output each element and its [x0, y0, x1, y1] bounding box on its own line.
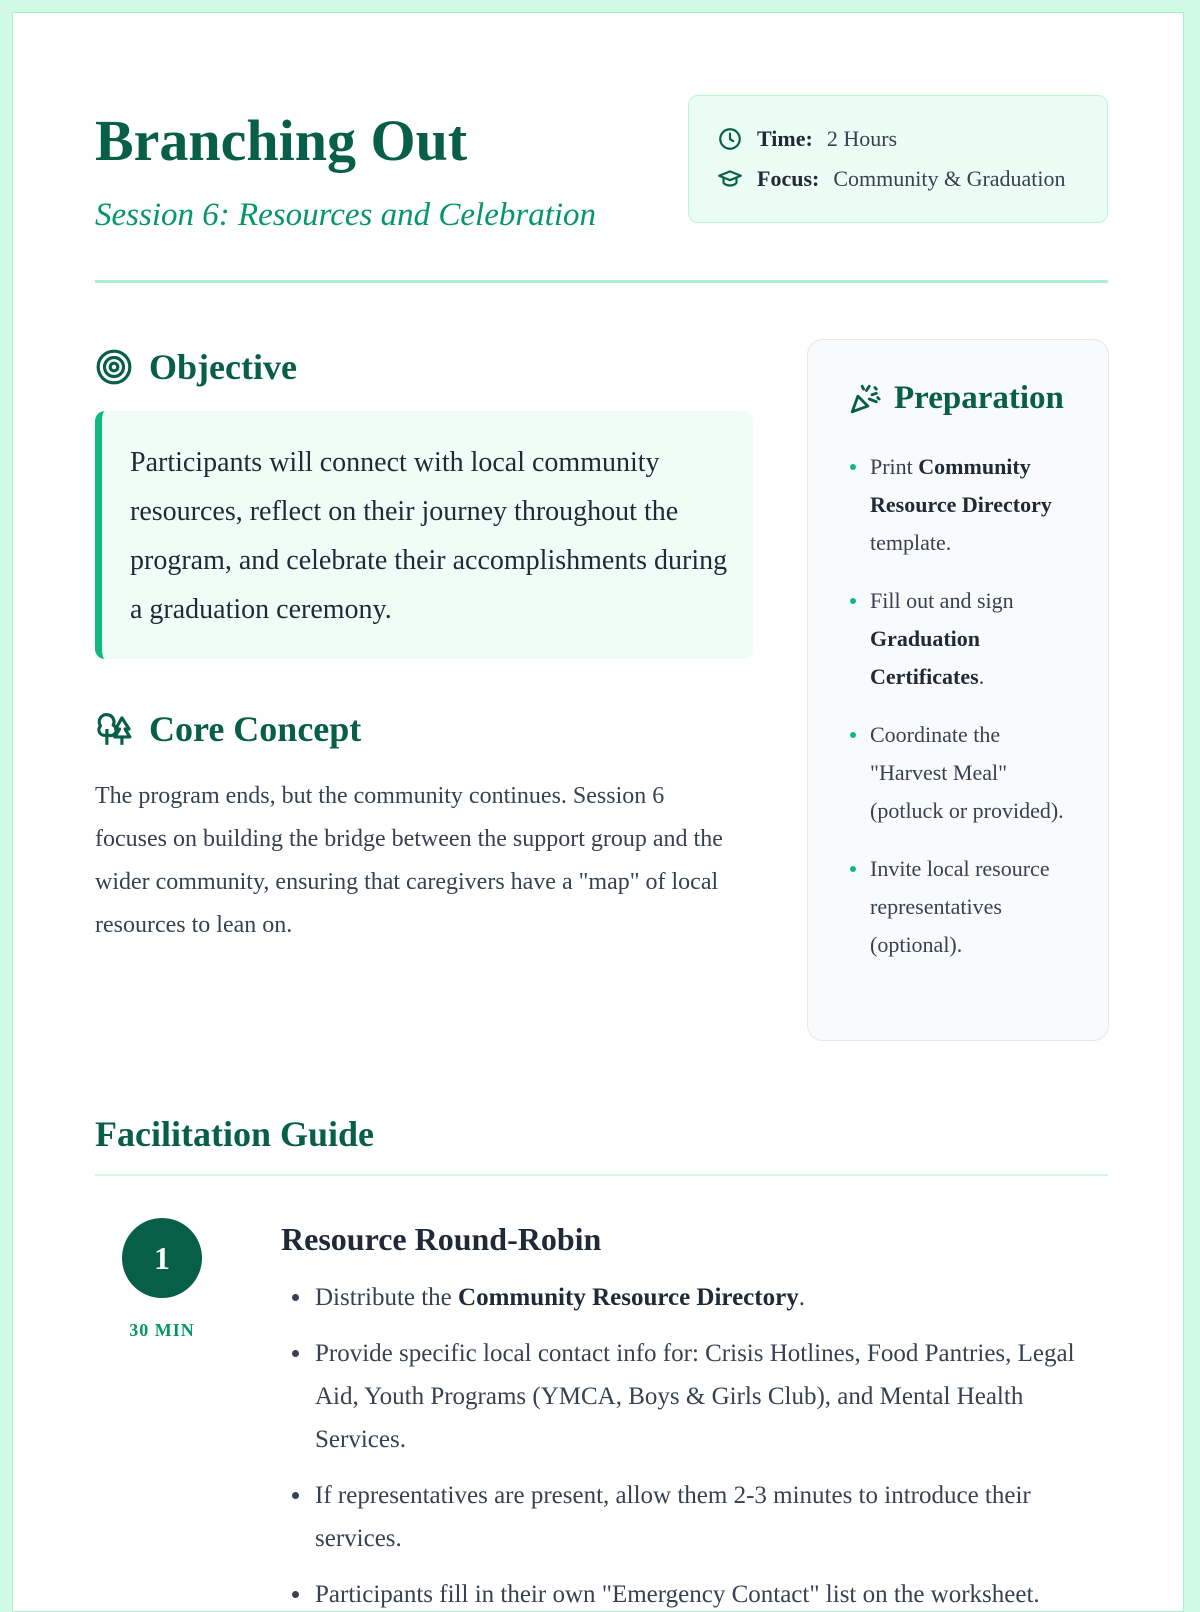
objective-text: Participants will connect with local community resources, reflect on their journey throughout the program, and celebrate their accomplishments during a graduation ceremony.	[130, 447, 728, 625]
prep-text: Invite local resource representatives (optional).	[870, 856, 1050, 957]
preparation-item	[848, 850, 1078, 964]
graduation-cap-icon	[717, 166, 743, 192]
step-text: .	[798, 1284, 805, 1311]
step-bold: Community Resource Directory	[458, 1284, 799, 1311]
preparation-list	[848, 448, 1078, 984]
header-divider	[95, 280, 1108, 283]
facilitation-divider	[95, 1174, 1108, 1176]
time-row	[717, 126, 897, 152]
preparation-item	[848, 582, 1078, 696]
facilitation-heading: Facilitation Guide	[95, 1114, 374, 1154]
preparation-card	[807, 339, 1109, 1041]
step-number-badge: 1	[122, 1218, 202, 1298]
objective-title: Objective	[149, 347, 297, 387]
focus-label: Focus:	[757, 166, 820, 191]
step-duration: 30 MIN	[129, 1320, 195, 1340]
prep-text: Fill out and sign	[870, 588, 1014, 613]
step-list	[281, 1276, 1113, 1612]
step-text: If representatives are present, allow them 2-3 minutes to introduce their services.	[315, 1482, 1031, 1552]
focus-value: Community & Graduation	[833, 166, 1066, 191]
step-text: Participants fill in their own "Emergency Contact" list on the worksheet.	[315, 1581, 1040, 1608]
objective-callout	[95, 411, 753, 659]
preparation-item	[848, 448, 1078, 562]
prep-text: Print	[870, 454, 919, 479]
step-text: Provide specific local contact info for: Crisis Hotlines, Food Pantries, Legal Aid, Youth Programs (YMCA, Boys & Girls Club), and Mental Health Services.	[315, 1340, 1075, 1453]
step-item	[313, 1573, 1113, 1612]
preparation-heading	[848, 380, 1064, 417]
prep-text: template.	[870, 530, 952, 555]
step-item	[313, 1332, 1113, 1461]
party-popper-icon	[848, 382, 882, 416]
session-info-box	[688, 95, 1108, 223]
prep-bold: Graduation Certificates	[870, 626, 981, 689]
core-concept-heading	[95, 708, 361, 750]
prep-bold: Community Resource Directory	[870, 454, 1052, 517]
objective-heading	[95, 346, 297, 388]
step-item	[313, 1276, 1113, 1319]
preparation-item	[848, 716, 1078, 830]
step-text: Distribute the	[315, 1284, 459, 1311]
focus-row	[717, 166, 1066, 192]
trees-icon	[95, 710, 133, 748]
core-concept-text: The program ends, but the community continues. Session 6 focuses on building the bridge between the support group and the wider community, ensuring that caregivers have a "map" of local resources to lean on.	[95, 783, 723, 938]
preparation-title: Preparation	[894, 380, 1064, 416]
page	[12, 12, 1184, 1612]
target-icon	[95, 348, 133, 386]
page-subtitle: Session 6: Resources and Celebration	[95, 197, 597, 233]
clock-icon	[717, 126, 743, 152]
core-concept-title: Core Concept	[149, 709, 362, 749]
time-label: Time:	[757, 126, 813, 151]
time-value: 2 Hours	[826, 126, 898, 151]
prep-text: .	[978, 664, 985, 689]
prep-text: Coordinate the "Harvest Meal" (potluck or provided).	[870, 722, 1064, 823]
step-title: Resource Round-Robin	[281, 1221, 602, 1257]
step-item	[313, 1474, 1113, 1560]
page-title: Branching Out	[95, 108, 468, 173]
